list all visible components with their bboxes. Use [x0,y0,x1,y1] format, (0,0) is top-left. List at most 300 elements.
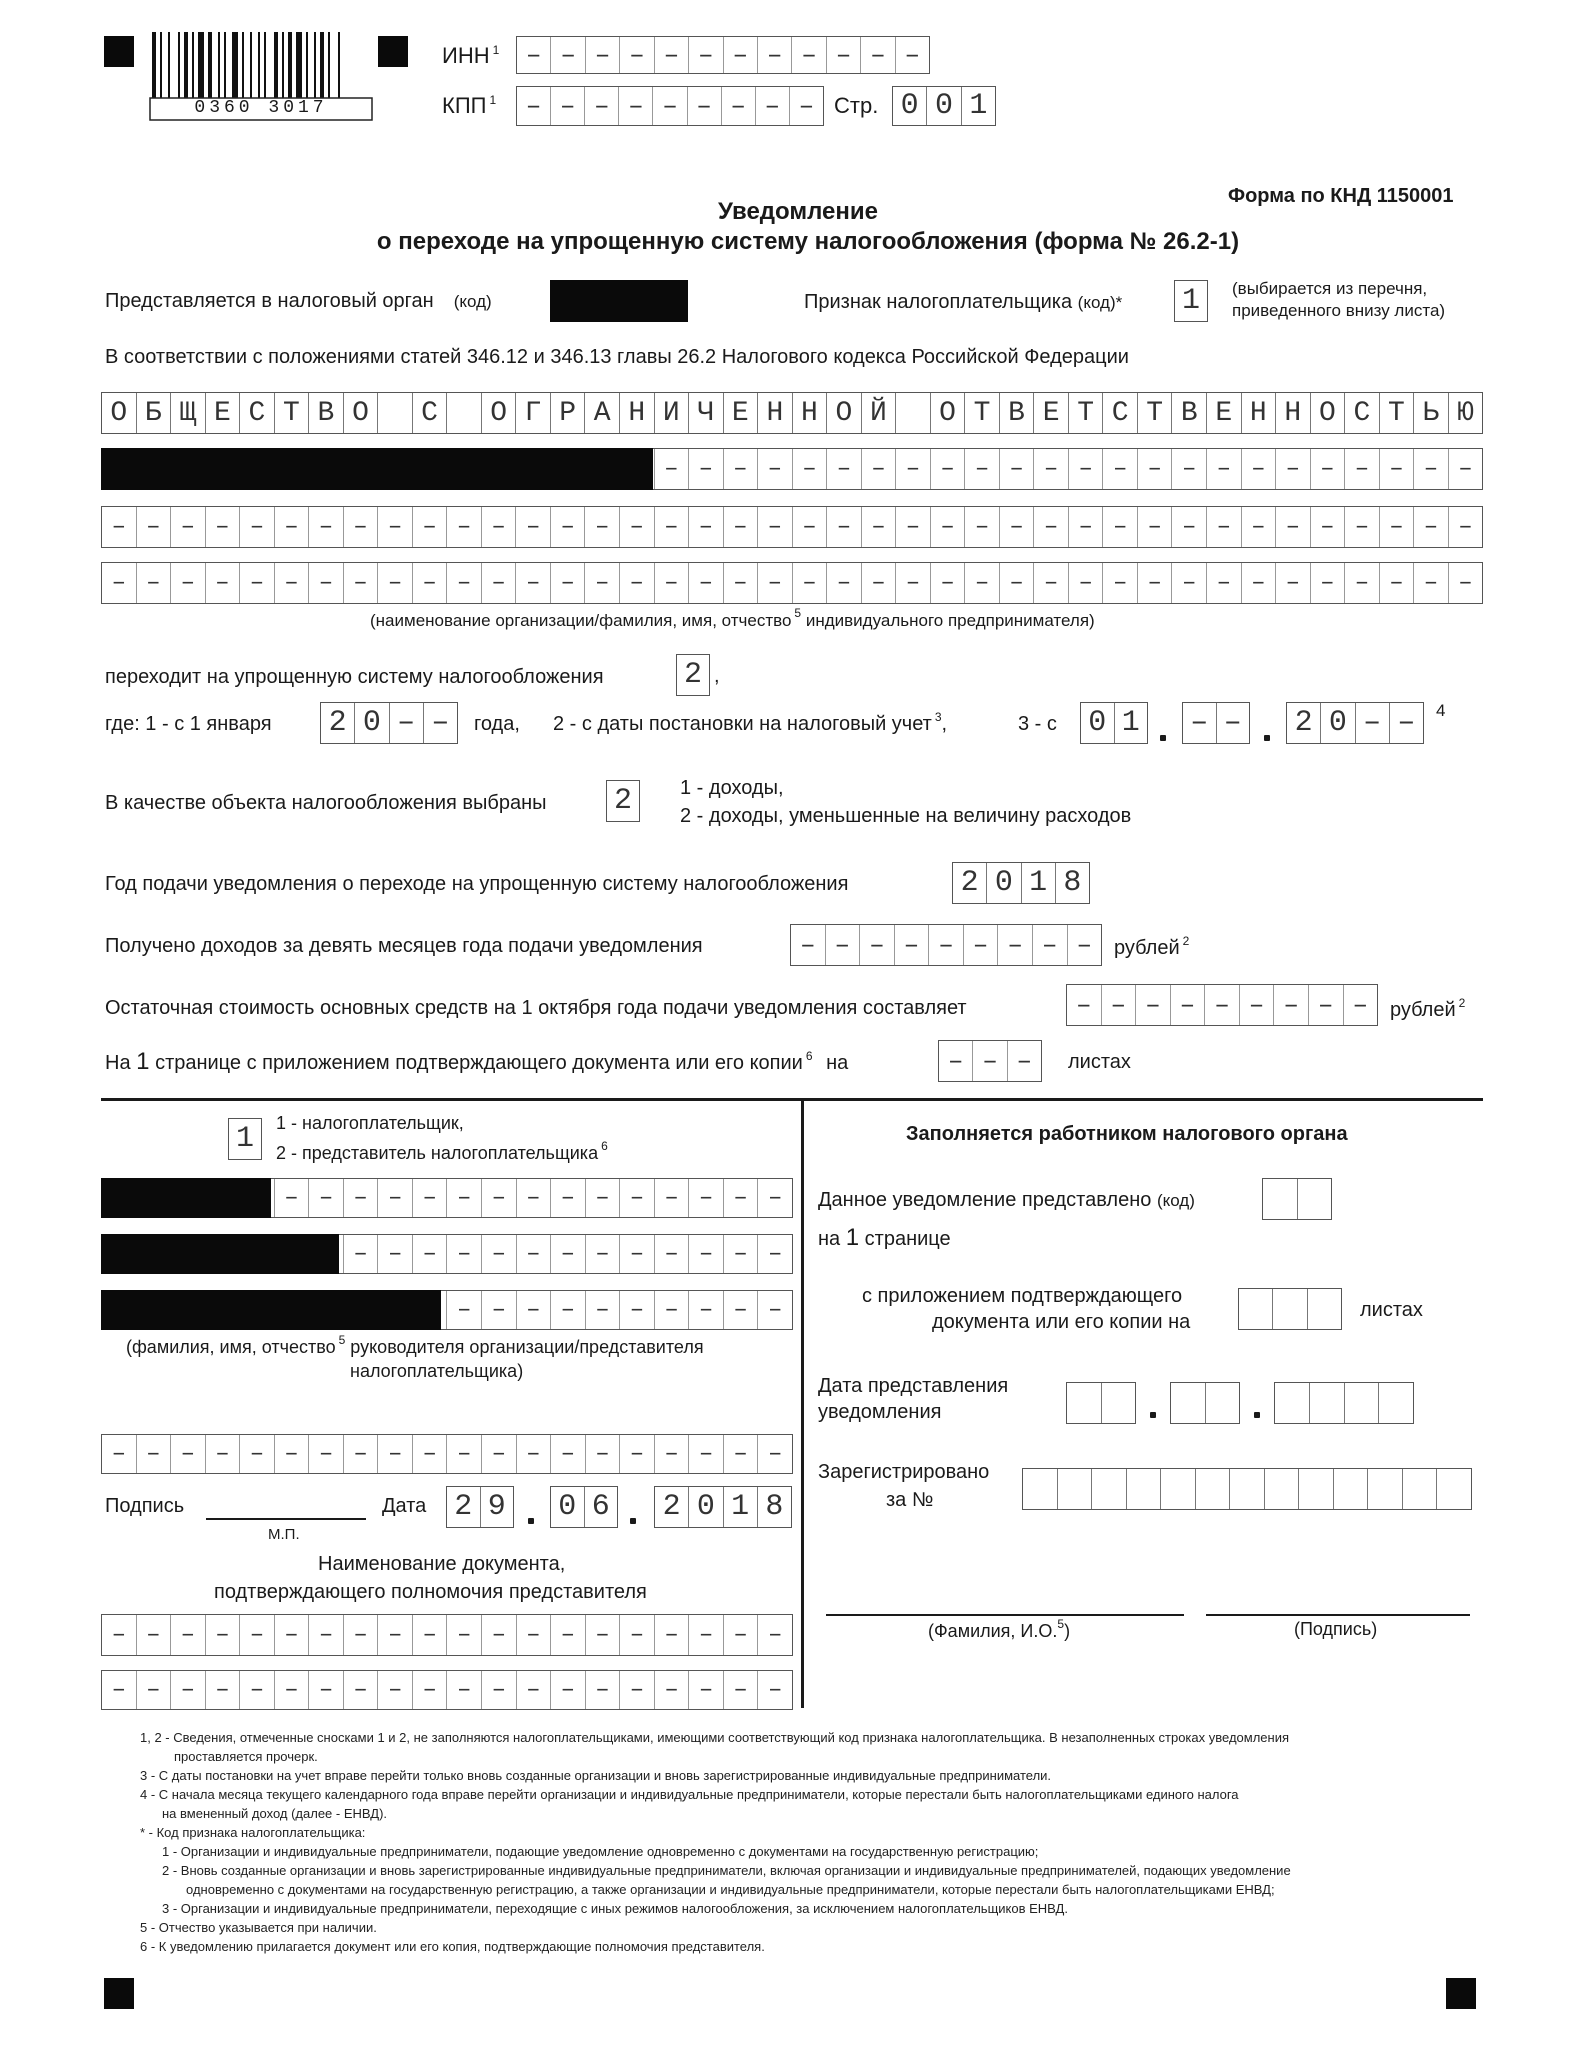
char-cell [1310,1383,1345,1423]
char-cell: – [309,507,344,547]
char-cell: – [517,1435,552,1473]
footnote-line: 4 - С начала месяца текущего календарного года вправе перейти организации и индивидуальные предприниматели, которые перестали быть налогоплательщиками единого налога [140,1787,1239,1802]
char-cell: Н [793,393,828,433]
footnote-line: проставляется прочерк. [174,1749,318,1764]
signer-option-2: 2 - представитель налогоплательщика $^6$ [276,1139,608,1163]
tax-object-label: В качестве объекта налогообложения выбраны [105,792,547,814]
char-cell: – [655,1615,690,1655]
inn-label: ИНН $^1$ [442,43,500,68]
char-cell: – [931,507,966,547]
title-line-1: Уведомление [717,198,878,225]
form-code: Форма по КНД 1150001 [1228,185,1454,207]
char-cell: – [447,1671,482,1709]
char-cell: – [344,1179,379,1217]
char-cell: 0 [689,1487,723,1527]
char-cell [1275,1383,1310,1423]
char-cell: 2 [655,1487,689,1527]
char-cell: О [482,393,517,433]
char-cell: – [1458,455,1473,483]
char-cell: – [620,1615,655,1655]
char-cell: – [447,1235,482,1273]
char-cell: – [689,1291,724,1329]
char-cell: – [171,507,206,547]
char-cell: – [482,1671,517,1709]
char-cell: – [1076,930,1093,960]
char-cell: – [344,1671,379,1709]
char-cell: 6 [591,1490,610,1524]
submitted-label: Данное уведомление представлено (код) [818,1189,1195,1211]
tax-object-option-2: 2 - доходы, уменьшенные на величину расходов [680,805,1132,827]
tax-authority-code-redacted [550,280,688,322]
char-cell: – [585,87,619,125]
char-cell: – [1311,507,1346,547]
taxpayer-sign-label: Признак налогоплательщика (код)* [804,291,1123,313]
char-cell: – [378,1235,413,1273]
signer-caption-line-2: налогоплательщика) [350,1361,524,1381]
section-divider [101,1098,1483,1101]
char-cell: 2 [1287,703,1321,743]
char-cell: – [102,563,137,603]
char-cell: – [447,1179,482,1217]
char-cell: – [309,1435,344,1473]
char-cell: Ь [1414,393,1449,433]
char-cell: – [620,1235,655,1273]
office-sheets-field[interactable] [1238,1288,1342,1330]
kpp-field[interactable] [516,86,824,126]
registration-number-field[interactable] [1022,1468,1472,1510]
char-cell [1239,1289,1273,1329]
char-cell: – [1380,449,1415,489]
char-cell: – [1345,507,1380,547]
char-cell: – [862,563,897,603]
char-cell: – [895,925,930,965]
char-cell: – [1034,563,1069,603]
char-cell [1230,1469,1265,1509]
char-cell: Т [1069,393,1104,433]
attachment-sheets-field[interactable] [938,1040,1042,1082]
char-cell: – [206,1671,241,1709]
char-cell: – [767,1296,783,1324]
signer-extra-row[interactable] [101,1434,793,1474]
char-cell: – [240,507,275,547]
submission-code-field[interactable] [1262,1178,1332,1220]
char-cell: – [1033,925,1068,965]
char-cell: – [1276,507,1311,547]
char-cell: – [689,507,724,547]
transition-month-field[interactable] [1182,702,1250,744]
char-cell: – [517,1235,552,1273]
char-cell: – [767,1184,783,1212]
footnote-line: 3 - С даты постановки на учет вправе перейти только вновь созданные организации и вновь зарегистрированные индивидуальные предприниматели. [140,1768,1052,1783]
char-cell: – [689,1615,724,1655]
char-cell: 1 [1022,863,1056,903]
char-cell: – [517,1671,552,1709]
char-cell: – [1183,703,1217,743]
char-cell: – [551,37,585,73]
char-cell: – [827,37,861,73]
char-cell: – [586,1291,621,1329]
char-cell [1308,1289,1341,1329]
char-cell: – [586,1235,621,1273]
char-cell: – [1171,985,1206,1025]
char-cell: – [586,1179,621,1217]
char-cell: – [171,1671,206,1709]
char-cell: – [689,1671,724,1709]
char-cell: – [655,563,690,603]
signer-option-1: 1 - налогоплательщик, [276,1113,464,1133]
char-cell: – [793,563,828,603]
char-cell: – [1397,706,1416,740]
char-cell: – [998,925,1033,965]
organization-name-row-1[interactable] [101,392,1483,434]
char-cell: – [758,507,793,547]
corner-marker-top-left [104,36,134,67]
char-cell [896,393,931,433]
char-cell: – [378,1435,413,1473]
transition-label: переходит на упрощенную систему налогообложения [105,666,604,688]
organization-name-row-3[interactable] [101,506,1483,548]
char-cell: – [655,1435,690,1473]
char-cell: – [585,507,620,547]
char-cell: Т [965,393,1000,433]
char-cell: Н [620,393,655,433]
char-cell: – [1242,449,1277,489]
char-cell: – [206,563,241,603]
char-cell: Т [1138,393,1173,433]
footnote-line: на вмененный доход (далее - ЕНВД). [162,1806,388,1821]
char-cell: – [551,1435,586,1473]
char-cell: – [275,1671,310,1709]
char-cell: 0 [987,863,1021,903]
char-cell: – [724,1615,759,1655]
char-cell: – [1103,449,1138,489]
char-cell: – [896,449,931,489]
char-cell: – [688,87,722,125]
char-cell: – [758,37,792,73]
char-cell [1403,1469,1438,1509]
char-cell: – [861,37,895,73]
char-cell: – [619,87,653,125]
char-cell: – [1172,449,1207,489]
char-cell: – [929,925,964,965]
char-cell: – [1000,507,1035,547]
office-year-field[interactable] [1274,1382,1414,1424]
char-cell: 2 [683,658,702,692]
date-separator-dot [1160,735,1166,741]
char-cell: – [724,449,759,489]
char-cell: – [1458,513,1473,541]
char-cell: – [1242,507,1277,547]
char-cell: – [517,1615,552,1655]
char-cell: – [689,1179,724,1217]
income-label: Получено доходов за девять месяцев года подачи уведомления [105,935,703,957]
char-cell: 2 [613,784,632,818]
char-cell: – [1138,507,1173,547]
char-cell: – [1380,507,1415,547]
char-cell: – [517,87,551,125]
char-cell: – [1138,449,1173,489]
char-cell: – [798,91,815,121]
authority-doc-label-line-2: подтверждающего полномочия представителя [214,1581,647,1603]
char-cell: 0 [1321,703,1355,743]
char-cell: – [517,1291,552,1329]
char-cell: 8 [765,1490,784,1524]
january-year-field[interactable] [320,702,458,744]
char-cell: В [1172,393,1207,433]
char-cell: – [551,1615,586,1655]
assets-label: Остаточная стоимость основных средств на 1 октября года подачи уведомления составляет [105,997,967,1019]
char-cell: Н [758,393,793,433]
char-cell [1299,1469,1334,1509]
office-attachment-line-2: документа или его копии на [932,1311,1191,1333]
char-cell: – [344,1615,379,1655]
char-cell: – [965,563,1000,603]
char-cell: – [275,507,310,547]
char-cell: – [964,925,999,965]
char-cell: – [551,507,586,547]
char-cell: – [413,563,448,603]
char-cell [1102,1383,1136,1423]
taxpayer-sign-hint-2: приведенного внизу листа) [1232,301,1446,320]
char-cell: – [586,1671,621,1709]
signature-line [206,1518,366,1520]
char-cell: – [1380,563,1415,603]
char-cell: Р [551,393,586,433]
char-cell: 0 [1081,703,1115,743]
char-cell: – [206,1615,241,1655]
signer-name-redacted [101,1234,339,1274]
char-cell: – [482,1291,517,1329]
char-cell [1345,1383,1380,1423]
char-cell: – [517,1179,552,1217]
office-date-label-line-2: уведомления [818,1401,942,1423]
char-cell: – [1172,563,1207,603]
char-cell: – [758,563,793,603]
char-cell: – [1276,563,1311,603]
char-cell: – [309,1179,344,1217]
option-3-label: 3 - с [1018,713,1057,735]
char-cell: – [413,1435,448,1473]
char-cell: – [137,1671,172,1709]
char-cell: – [206,1435,241,1473]
char-cell: – [1207,507,1242,547]
char-cell: – [431,706,450,740]
char-cell: – [1172,507,1207,547]
char-cell: – [655,37,689,73]
title-line-2: о переходе на упрощенную систему налогообложения (форма № 26.2-1) [376,228,1240,255]
char-cell: – [1276,449,1311,489]
char-cell: – [102,1615,137,1655]
char-cell: – [413,1615,448,1655]
signer-type-field[interactable] [228,1118,262,1160]
char-cell: – [378,1179,413,1217]
char-cell: Б [137,393,172,433]
char-cell: – [1000,563,1035,603]
char-cell: – [1102,985,1137,1025]
char-cell [1379,1383,1413,1423]
char-cell: 1 [235,1122,254,1156]
char-cell: 1 [969,89,988,123]
char-cell: О [1311,393,1346,433]
barcode-number: 0360 3017 [194,98,328,118]
char-cell [1368,1469,1403,1509]
char-cell: И [655,393,690,433]
char-cell: Е [1034,393,1069,433]
char-cell: – [1067,985,1102,1025]
corner-marker-bottom-right [1446,1978,1476,2009]
char-cell: О [827,393,862,433]
date-separator-dot [528,1518,534,1524]
footnote-line: 1 - Организации и индивидуальные предприниматели, подающие уведомление одновременно с документами на государственную регистрацию; [162,1844,1039,1859]
char-cell: – [516,507,551,547]
char-cell: – [586,37,620,73]
char-cell: – [378,1671,413,1709]
char-cell [1067,1383,1102,1423]
char-cell: – [931,449,966,489]
char-cell: – [724,1291,759,1329]
officer-name-caption: (Фамилия, И.О.$^5$) [928,1617,1071,1641]
char-cell: – [896,563,931,603]
char-cell: – [1138,563,1173,603]
char-cell: – [724,37,758,73]
registered-label-line-1: Зарегистрировано [818,1461,990,1483]
char-cell: С [413,393,448,433]
attachment-pages-label: На 1 странице с приложением подтверждающего документа или его копии $^6$ на [105,1048,849,1075]
char-cell: 0 [551,1487,585,1527]
char-cell: А [585,393,620,433]
char-cell: – [655,1291,690,1329]
char-cell: – [862,507,897,547]
char-cell: – [1414,449,1449,489]
transition-type-field[interactable] [676,654,710,696]
char-cell [1092,1469,1127,1509]
char-cell: – [586,1435,621,1473]
char-cell: – [655,1671,690,1709]
signature-year-field[interactable] [654,1486,792,1528]
char-cell [1196,1469,1231,1509]
char-cell: – [551,87,585,125]
char-cell: – [137,1435,172,1473]
char-cell: – [620,1291,655,1329]
inn-field[interactable] [516,36,930,74]
legal-basis-text: В соответствии с положениями статей 346.12 и 346.13 главы 26.2 Налогового кодекса Российской Федерации [105,346,1129,368]
tax-object-field[interactable] [606,780,640,822]
char-cell: – [240,563,275,603]
page-number-field[interactable] [892,86,996,126]
char-cell: 1 [724,1487,758,1527]
assets-field[interactable] [1066,984,1378,1026]
char-cell: – [620,507,655,547]
authority-doc-row-1[interactable] [101,1614,793,1656]
char-cell: – [275,563,310,603]
char-cell [378,393,413,433]
column-divider [801,1098,804,1708]
char-cell: – [1345,449,1380,489]
char-cell: О [344,393,379,433]
char-cell: – [965,449,1000,489]
char-cell: – [378,507,413,547]
taxpayer-sign-hint-1: (выбирается из перечня, [1232,279,1428,298]
char-cell: 9 [487,1490,506,1524]
char-cell [1161,1469,1196,1509]
char-cell: – [1016,1046,1033,1076]
taxpayer-sign-field[interactable] [1174,280,1208,322]
char-cell: – [413,1179,448,1217]
char-cell: – [689,563,724,603]
transition-day-field[interactable] [1080,702,1148,744]
char-cell: 1 [1121,706,1140,740]
char-cell: – [767,1240,783,1268]
char-cell: – [309,1671,344,1709]
char-cell: – [447,563,482,603]
signature-month-field[interactable] [550,1486,618,1528]
char-cell: Ю [1457,397,1474,429]
char-cell: С [1345,393,1380,433]
char-cell: Е [206,393,241,433]
char-cell: – [620,37,654,73]
char-cell: – [275,1435,310,1473]
char-cell: – [309,563,344,603]
char-cell: О [931,393,966,433]
char-cell: – [102,1435,137,1473]
date-separator-dot [630,1518,636,1524]
char-cell: Й [862,393,897,433]
char-cell: – [413,1235,448,1273]
char-cell: – [447,1291,482,1329]
char-cell [1058,1469,1093,1509]
signature-day-field[interactable] [446,1486,514,1528]
char-cell: – [206,507,241,547]
char-cell: – [390,703,424,743]
char-cell: С [1103,393,1138,433]
char-cell: – [275,1615,310,1655]
char-cell [1265,1469,1300,1509]
footnote-line: 6 - К уведомлению прилагается документ или его копия, подтверждающие полномочия представителя. [140,1939,765,1954]
char-cell: – [551,1179,586,1217]
char-cell: – [655,1179,690,1217]
char-cell: – [655,1235,690,1273]
authority-doc-row-2[interactable] [101,1670,793,1710]
char-cell: Г [516,393,551,433]
char-cell: – [447,1615,482,1655]
char-cell: – [1311,563,1346,603]
char-cell: – [1345,563,1380,603]
char-cell: – [724,1435,759,1473]
transition-year-field[interactable] [1286,702,1424,744]
option-2-registration: 2 - с даты постановки на налоговый учет $^3$, [553,710,948,735]
char-cell: Т [275,393,310,433]
income-field[interactable] [790,924,1102,966]
char-cell: – [1240,985,1275,1025]
char-cell: Н [1276,393,1311,433]
office-month-field[interactable] [1170,1382,1240,1424]
char-cell: – [904,40,921,70]
filing-year-field[interactable] [952,862,1090,904]
char-cell: 0 [893,87,927,125]
char-cell [1263,1179,1298,1219]
char-cell: 1 [1181,284,1200,318]
authority-doc-label-line-1: Наименование документа, [318,1553,566,1575]
char-cell: – [413,1671,448,1709]
char-cell: – [171,1435,206,1473]
option-3-note: 4 [1436,701,1446,720]
office-day-field[interactable] [1066,1382,1136,1424]
organization-name-row-4[interactable] [101,562,1483,604]
char-cell: – [137,1615,172,1655]
char-cell: – [724,1179,759,1217]
char-cell: – [551,1235,586,1273]
kpp-label: КПП $^1$ [442,93,497,118]
